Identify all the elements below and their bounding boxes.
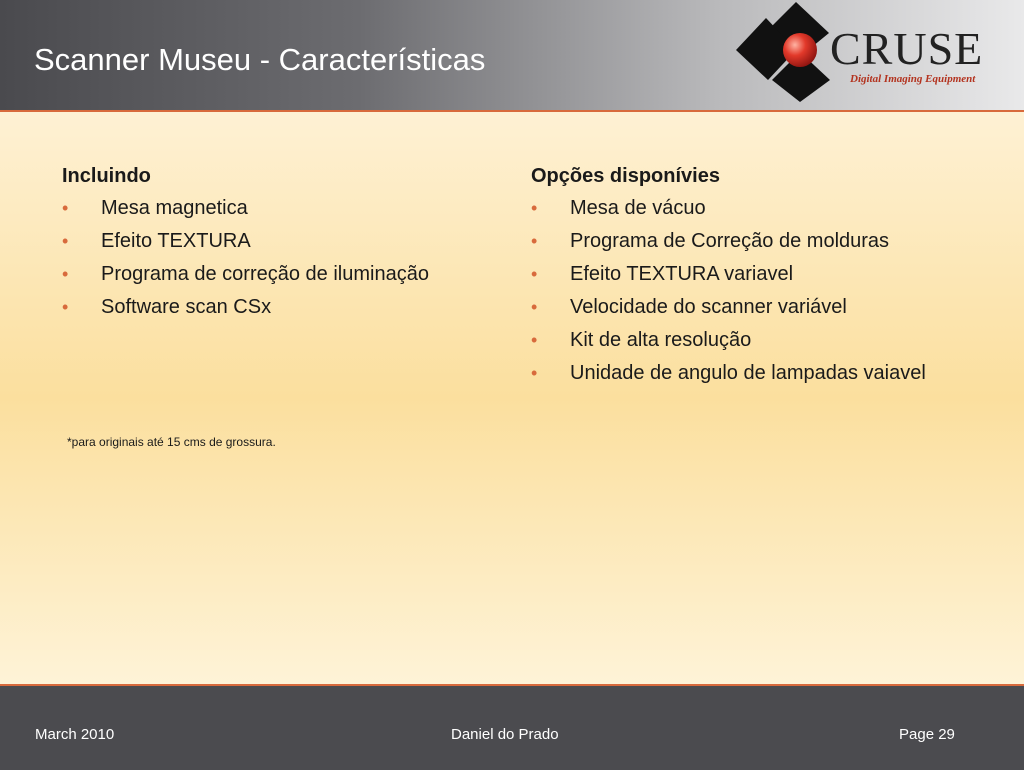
options-column — [531, 164, 926, 394]
list-item-text: Programa de Correção de molduras — [570, 230, 890, 252]
bullet-icon: • — [531, 330, 538, 350]
bullet-icon: • — [62, 231, 69, 251]
list-item-text: Mesa de vácuo — [570, 197, 706, 219]
list-item — [531, 196, 926, 220]
page-title: Scanner Museu - Características — [34, 42, 486, 77]
cruse-logo — [734, 0, 984, 104]
logo-tagline: Digital Imaging Equipment — [850, 73, 976, 85]
list-item — [531, 262, 926, 286]
list-item-text: Unidade de angulo de lampadas vaiavel — [570, 362, 926, 384]
list-item — [62, 196, 429, 220]
included-column — [62, 164, 429, 328]
footer-page-number: Page 29 — [899, 726, 955, 743]
bullet-icon: • — [531, 264, 538, 284]
logo-text: CRUSE — [830, 23, 984, 74]
footer-author: Daniel do Prado — [451, 726, 559, 743]
slide-footer — [0, 684, 1024, 770]
bullet-icon: • — [531, 363, 538, 383]
footer-date: March 2010 — [35, 726, 115, 743]
list-item — [531, 295, 926, 319]
included-list — [62, 196, 429, 319]
options-heading: Opções disponívies — [531, 165, 720, 187]
options-list — [531, 196, 926, 385]
list-item — [62, 295, 429, 319]
list-item-text: Efeito TEXTURA variavel — [570, 263, 794, 285]
cruse-logo-mark-icon — [734, 0, 844, 104]
list-item — [531, 328, 926, 352]
list-item — [62, 262, 429, 286]
bullet-icon: • — [531, 231, 538, 251]
list-item-text: Mesa magnetica — [101, 197, 248, 219]
slide-header — [0, 0, 1024, 112]
list-item-text: Efeito TEXTURA — [101, 230, 251, 252]
list-item-text: Programa de correção de iluminação — [101, 263, 429, 285]
bullet-icon: • — [62, 297, 69, 317]
footnote: *para originais até 15 cms de grossura. — [67, 435, 276, 449]
list-item-text: Kit de alta resolução — [570, 329, 752, 351]
bullet-icon: • — [531, 198, 538, 218]
list-item-text: Velocidade do scanner variável — [570, 296, 847, 318]
list-item — [62, 229, 429, 253]
list-item — [531, 229, 926, 253]
bullet-icon: • — [62, 198, 69, 218]
list-item — [531, 361, 926, 385]
bullet-icon: • — [531, 297, 538, 317]
list-item-text: Software scan CSx — [101, 296, 272, 318]
included-heading: Incluindo — [62, 165, 151, 187]
bullet-icon: • — [62, 264, 69, 284]
slide-body — [0, 112, 1024, 684]
